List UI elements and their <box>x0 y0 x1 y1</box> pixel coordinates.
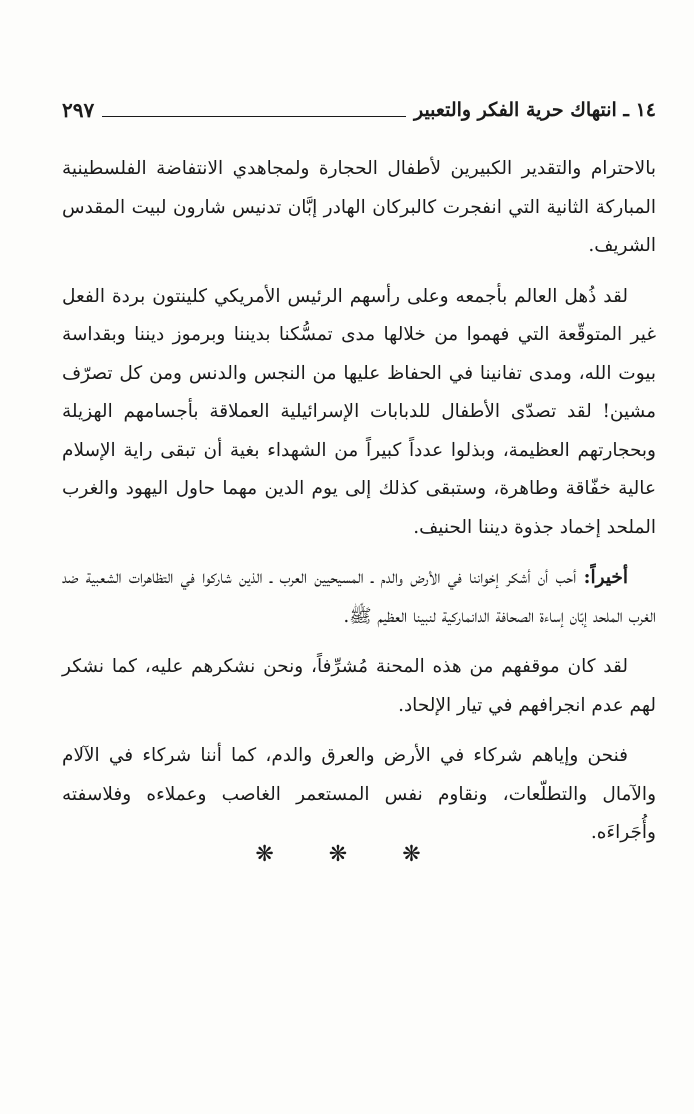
paragraph-3 <box>62 559 656 636</box>
paragraph-text: أحب أن أشكر إخواننا في الأرض والدم ـ المسيحيين العرب ـ الذين شاركوا في التظاهرات الشعبية ضد الغرب الملحد إبّان إساءة الصحافة الدانماركية لنبينا العظيم ﷺ. <box>62 567 656 627</box>
paragraph-4 <box>62 648 656 725</box>
chapter-title: ١٤ ـ انتهاك حرية الفكر والتعبير <box>413 99 656 121</box>
asterism-icon: ❋ <box>402 842 439 867</box>
header-rule <box>102 116 406 117</box>
paragraph-text: بالاحترام والتقدير الكبيرين لأطفال الحجارة ولمجاهدي الانتفاضة الفلسطينية المباركة الثانية التي انفجرت كالبركان الهادر إبَّان تدنيس شارون لبيت المقدس الشريف. <box>62 158 656 256</box>
paragraph-2 <box>62 278 656 548</box>
asterism-icon: ❋ <box>328 842 366 867</box>
paragraph-text: لقد ذُهل العالم بأجمعه وعلى رأسهم الرئيس الأمريكي كلينتون بردة الفعل غير المتوقّعة التي فهموا من خلالها مدى تمسُّكنا بديننا وبرموز ديننا وبقداسة بيوت الله، ومدى تفانينا في الحفاظ عليها من النجس والدنس ومن كل تصرّف مشين! لقد تصدّى الأطفال للدبابات الإسرائيلية العملاقة بأجسامهم الهزيلة وبحجارتهم العظيمة، وبذلوا عدداً كبيراً من الشهداء بغية أن تبقى راية الإسلام عالية خفّاقة وطاهرة، وستبقى كذلك إلى يوم الدين مهما حاول اليهود والغرب الملحد إخماد جذوة ديننا الحنيف. <box>62 285 656 538</box>
paragraph-lead: أخيراً: <box>583 567 628 588</box>
asterism-icon: ❋ <box>255 842 292 867</box>
paragraph-text: لقد كان موقفهم من هذه المحنة مُشرِّفاً، ونحن نشكرهم عليه، كما نشكر لهم عدم انجرافهم في تيار الإلحاد. <box>62 656 656 716</box>
page-number: ٢٩٧ <box>62 98 95 122</box>
body-text <box>62 150 656 865</box>
paragraph-5 <box>62 737 656 853</box>
running-header <box>62 88 656 122</box>
paragraph-text: فنحن وإياهم شركاء في الأرض والعرق والدم، كما أننا شركاء في الآلام والآمال والتطلّعات، ونقاوم نفس المستعمر الغاصب وعملاءه وفلاسفته وأُجَراءَه. <box>62 745 656 843</box>
paragraph-1 <box>62 150 656 266</box>
section-separator <box>0 842 694 867</box>
